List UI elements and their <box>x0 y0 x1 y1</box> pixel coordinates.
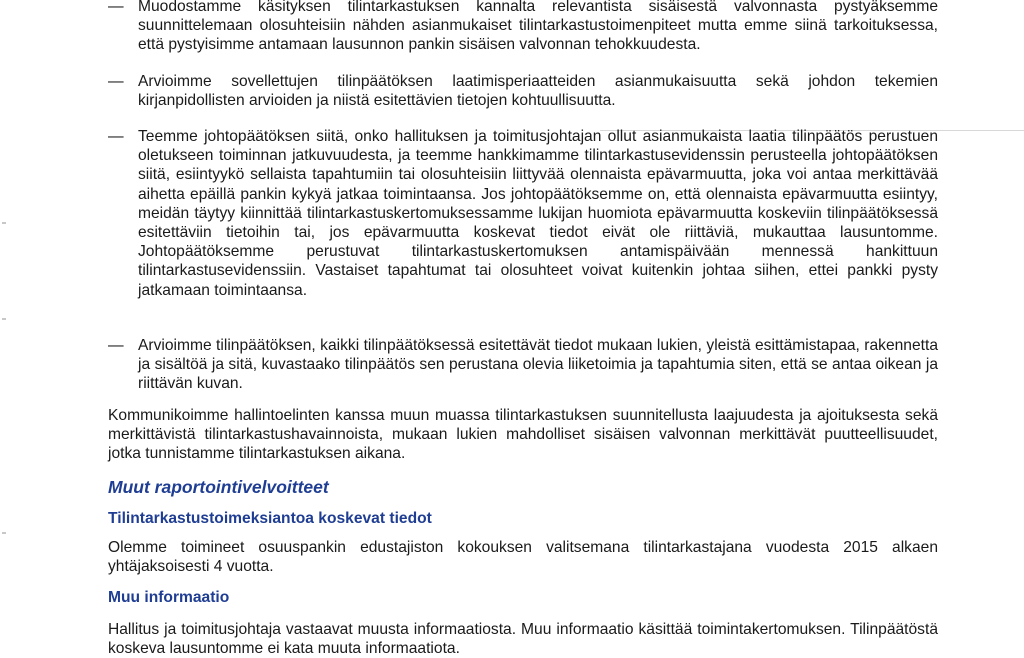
bullet-text: Arvioimme sovellettujen tilinpäätöksen laatimisperiaatteiden asianmukaisuutta sekä johdon tekemien kirjanpidollisten arvioiden ja niistä esitettävien tietojen kohtuullisuutta. <box>138 73 938 110</box>
section-heading: Muut raportointivelvoitteet <box>108 477 329 497</box>
engagement-paragraph: Olemme toimineet osuuspankin edustajiston kokouksen valitsemana tilintarkastajana vuodesta 2015 alkaen yhtäjaksoisesti 4 vuotta. <box>108 539 938 576</box>
margin-mark <box>2 532 6 534</box>
bullet-text: Arvioimme tilinpäätöksen, kaikki tilinpäätöksessä esitettävät tiedot mukaan lukien, yleistä esittämistapaa, rakennetta ja sisältöä ja sitä, kuvastaako tilinpäätös sen perustana olevia liiketoimia ja tapahtumia siten, että se antaa oikean ja riittävän kuvan. <box>138 337 938 393</box>
dash-bullet-icon: — <box>108 73 124 90</box>
dash-bullet-icon: — <box>108 128 124 145</box>
subheading-other-information: Muu informaatio <box>108 589 230 606</box>
margin-mark <box>2 318 6 320</box>
dash-bullet-icon: — <box>108 0 124 15</box>
other-information-paragraph: Hallitus ja toimitusjohtaja vastaavat muusta informaatiosta. Muu informaatio käsittää toimintakertomuksen. Tilinpäätöstä koskeva lausuntomme ei kata muuta informaatiota. <box>108 621 938 658</box>
margin-mark <box>2 222 6 224</box>
subheading-engagement: Tilintarkastustoimeksiantoa koskevat tiedot <box>108 510 432 527</box>
bullet-text: Muodostamme käsityksen tilintarkastuksen kannalta relevantista sisäisestä valvonnasta pystyäksemme suunnittelemaan olosuhteisiin nähden asianmukaiset tilintarkastustoimenpiteet mutta emme siinä tarkoituksessa, että pystyisimme antamaan lausunnon pankin sisäisen valvonnan tehokkuudesta. <box>138 0 938 54</box>
bullet-text: Teemme johtopäätöksen siitä, onko hallituksen ja toimitusjohtajan ollut asianmukaista laatia tilinpäätös perustuen oletukseen toiminnan jatkuvuudesta, ja teemme hankkimamme tilintarkastusevidenssin perusteella johtopäätöksen siitä, esiintyykö sellaista tapahtumiin tai olosuhteisiin liittyvää olennaista epävarmuutta, joka voi antaa merkittävää aihetta epäillä pankin kykyä jatkaa toimintaansa. Jos johtopäätöksemme on, että olennaista epävarmuutta esiintyy, meidän täytyy kiinnittää tilintarkastuskertomuksessamme lukijan huomiota epävarmuutta koskeviin tilinpäätöksessä esitettäviin tietoihin tai, jos epävarmuutta koskevat tiedot eivät ole riittäviä, mukauttaa lausuntomme. Johtopäätöksemme perustuvat tilintarkastuskertomuksen antamispäivään mennessä hankittuun tilintarkastusevidenssiin. Vastaiset tapahtumat tai olosuhteet voivat kuitenkin johtaa siihen, ettei pankki pysty jatkamaan toimintaansa. <box>138 128 938 299</box>
communication-paragraph: Kommunikoimme hallintoelinten kanssa muun muassa tilintarkastuksen suunnitellusta laajuudesta ja ajoituksesta sekä merkittävistä tilintarkastushavainnoista, mukaan lukien mahdolliset sisäisen valvonnan merkittävät puutteellisuudet, jotka tunnistamme tilintarkastuksen aikana. <box>108 407 938 463</box>
dash-bullet-icon: — <box>108 337 124 354</box>
